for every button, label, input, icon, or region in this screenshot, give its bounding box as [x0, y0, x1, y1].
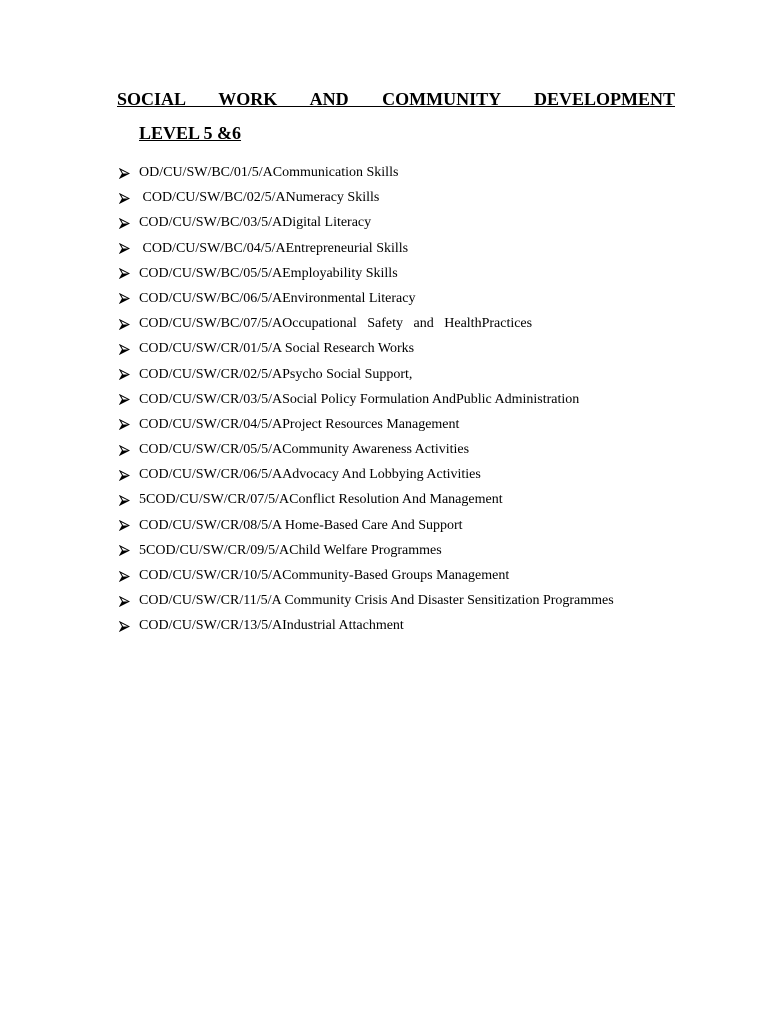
arrowhead-bullet-icon [117, 315, 131, 333]
arrowhead-bullet-icon [117, 214, 131, 232]
arrowhead-bullet-icon [117, 517, 131, 535]
list-item-text: COD/CU/SW/CR/06/5/AAdvocacy And Lobbying Activities [139, 467, 481, 483]
arrowhead-bullet-icon [117, 189, 131, 207]
list-item-text: COD/CU/SW/BC/02/5/ANumeracy Skills [139, 190, 380, 206]
list-item-text: 5COD/CU/SW/CR/07/5/AConflict Resolution And Management [139, 492, 503, 508]
arrowhead-bullet-icon [117, 416, 131, 434]
list-item-text: 5COD/CU/SW/CR/09/5/AChild Welfare Programmes [139, 542, 442, 558]
list-item-text: COD/CU/SW/BC/04/5/AEntrepreneurial Skills [139, 240, 409, 256]
arrowhead-bullet-icon [117, 592, 131, 610]
arrowhead-bullet-icon [117, 265, 131, 283]
list-item-text: COD/CU/SW/CR/08/5/A Home-Based Care And Support [139, 517, 463, 533]
arrowhead-bullet-icon [117, 391, 131, 409]
document-title: SOCIAL WORK AND COMMUNITY DEVELOPMENT [117, 89, 675, 109]
list-item-text: COD/CU/SW/BC/03/5/ADigital Literacy [139, 215, 372, 231]
arrowhead-bullet-icon [117, 617, 131, 635]
arrowhead-bullet-icon [117, 366, 131, 384]
arrowhead-bullet-icon [117, 290, 131, 308]
list-item-text: COD/CU/SW/BC/07/5/AOccupational Safety and HealthPractices [139, 316, 533, 332]
list-item-text: COD/CU/SW/CR/02/5/APsycho Social Support, [139, 366, 413, 382]
arrowhead-bullet-icon [117, 164, 131, 182]
list-item-text: COD/CU/SW/BC/06/5/AEnvironmental Literacy [139, 290, 416, 306]
list-item-text: COD/CU/SW/CR/11/5/A Community Crisis And Disaster Sensitization Programmes [139, 593, 614, 609]
list-item-text: COD/CU/SW/CR/01/5/A Social Research Works [139, 341, 415, 357]
arrowhead-bullet-icon [117, 491, 131, 509]
arrowhead-bullet-icon [117, 466, 131, 484]
arrowhead-bullet-icon [117, 441, 131, 459]
arrowhead-bullet-icon [117, 567, 131, 585]
list-item-text: COD/CU/SW/CR/05/5/ACommunity Awareness Activities [139, 442, 470, 458]
list-item-text: COD/CU/SW/CR/04/5/AProject Resources Management [139, 416, 460, 432]
arrowhead-bullet-icon [117, 340, 131, 358]
list-item-text: COD/CU/SW/CR/13/5/AIndustrial Attachment [139, 618, 404, 634]
document-subtitle: LEVEL 5 &6 [139, 123, 242, 143]
list-item-text: COD/CU/SW/CR/10/5/ACommunity-Based Groups Management [139, 568, 510, 583]
arrowhead-bullet-icon [117, 542, 131, 560]
list-item-text: OD/CU/SW/BC/01/5/ACommunication Skills [139, 165, 399, 180]
arrowhead-bullet-icon [117, 240, 131, 258]
list-item-text: COD/CU/SW/CR/03/5/ASocial Policy Formulation AndPublic Administration [139, 391, 580, 407]
list-item-text: COD/CU/SW/BC/05/5/AEmployability Skills [139, 265, 398, 281]
